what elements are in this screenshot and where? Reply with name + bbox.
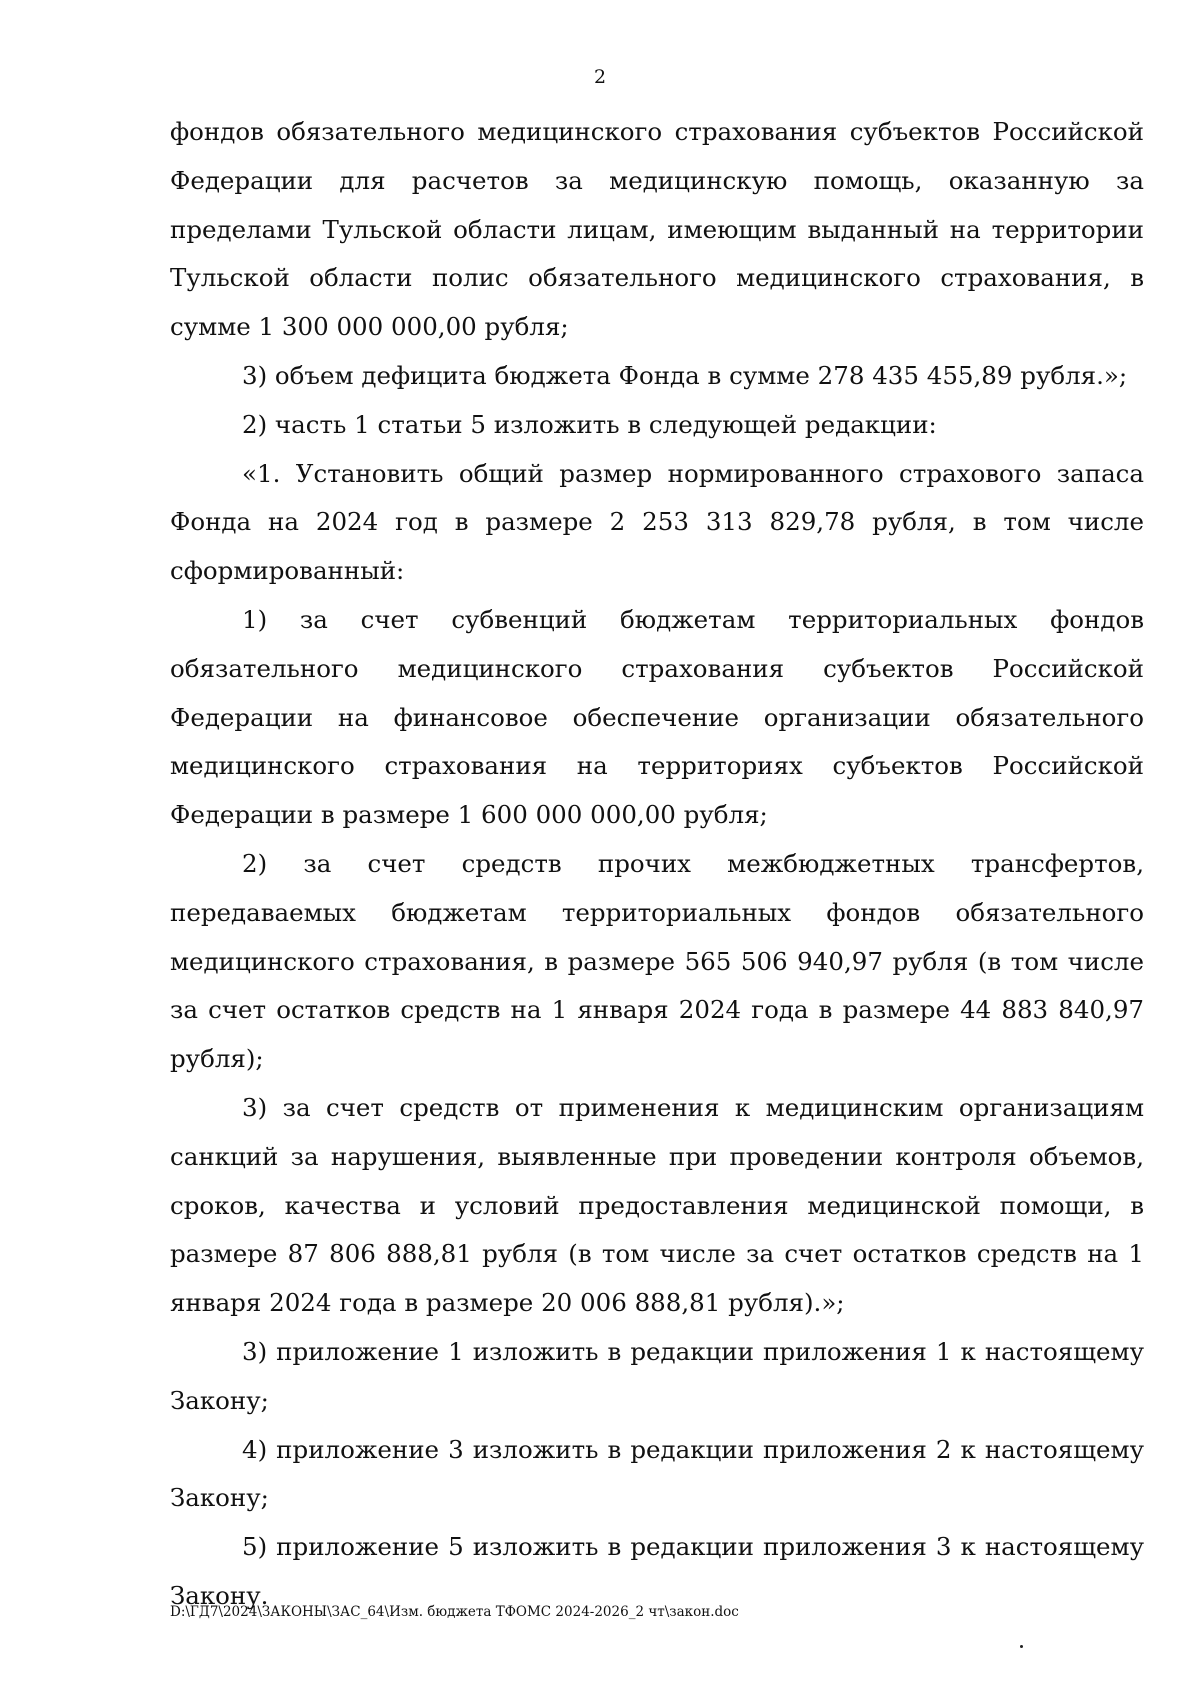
document-body	[170, 108, 1144, 1621]
page-number: 2	[593, 66, 607, 88]
file-path-footer: D:\ГД7\2024\ЗАКОНЫ\ЗАС_64\Изм. бюджета ТФОМС 2024-2026_2 чт\закон.doc	[170, 1604, 739, 1620]
paragraph: 3) приложение 1 изложить в редакции приложения 1 к настоящему Закону;	[170, 1336, 1144, 1415]
paragraph: «1. Установить общий размер нормированного страхового запаса Фонда на 2024 год в размере 2 253 313 829,78 рубля, в том числе сформированный:	[170, 458, 1144, 586]
paragraph: фондов обязательного медицинского страхования субъектов Российской Федерации для расчетов за медицинскую помощь, оказанную за пределами Тульской области лицам, имеющим выданный на территории Тульской области полис обязательного медицинского страхования, в сумме 1 300 000 000,00 рубля;	[170, 117, 1144, 342]
paragraph: 1) за счет субвенций бюджетам территориальных фондов обязательного медицинского страхования субъектов Российской Федерации на финансовое обеспечение организации обязательного медицинского страхования на территориях субъектов Российской Федерации в размере 1 600 000 000,00 рубля;	[170, 604, 1144, 830]
paragraph: 2) часть 1 статьи 5 изложить в следующей редакции:	[242, 409, 937, 439]
paragraph: 3) за счет средств от применения к медицинским организациям санкций за нарушения, выявленные при проведении контроля объемов, сроков, качества и условий предоставления медицинской помощи, в размере 87 806 888,81 рубля (в том числе за счет остатков средств на 1 января 2024 года в размере 20 006 888,81 рубля).»;	[170, 1092, 1144, 1318]
paragraph: 2) за счет средств прочих межбюджетных трансфертов, передаваемых бюджетам территориальных фондов обязательного медицинского страхования, в размере 565 506 940,97 рубля (в том числе за счет остатков средств на 1 января 2024 года в размере 44 883 840,97 рубля);	[170, 848, 1144, 1074]
paragraph: 3) объем дефицита бюджета Фонда в сумме 278 435 455,89 рубля.»;	[242, 360, 1128, 390]
paragraph: 5) приложение 5 изложить в редакции приложения 3 к настоящему Закону.	[170, 1532, 1144, 1610]
scan-dot	[1020, 1645, 1023, 1648]
paragraph: 4) приложение 3 изложить в редакции приложения 2 к настоящему Закону;	[170, 1434, 1144, 1513]
